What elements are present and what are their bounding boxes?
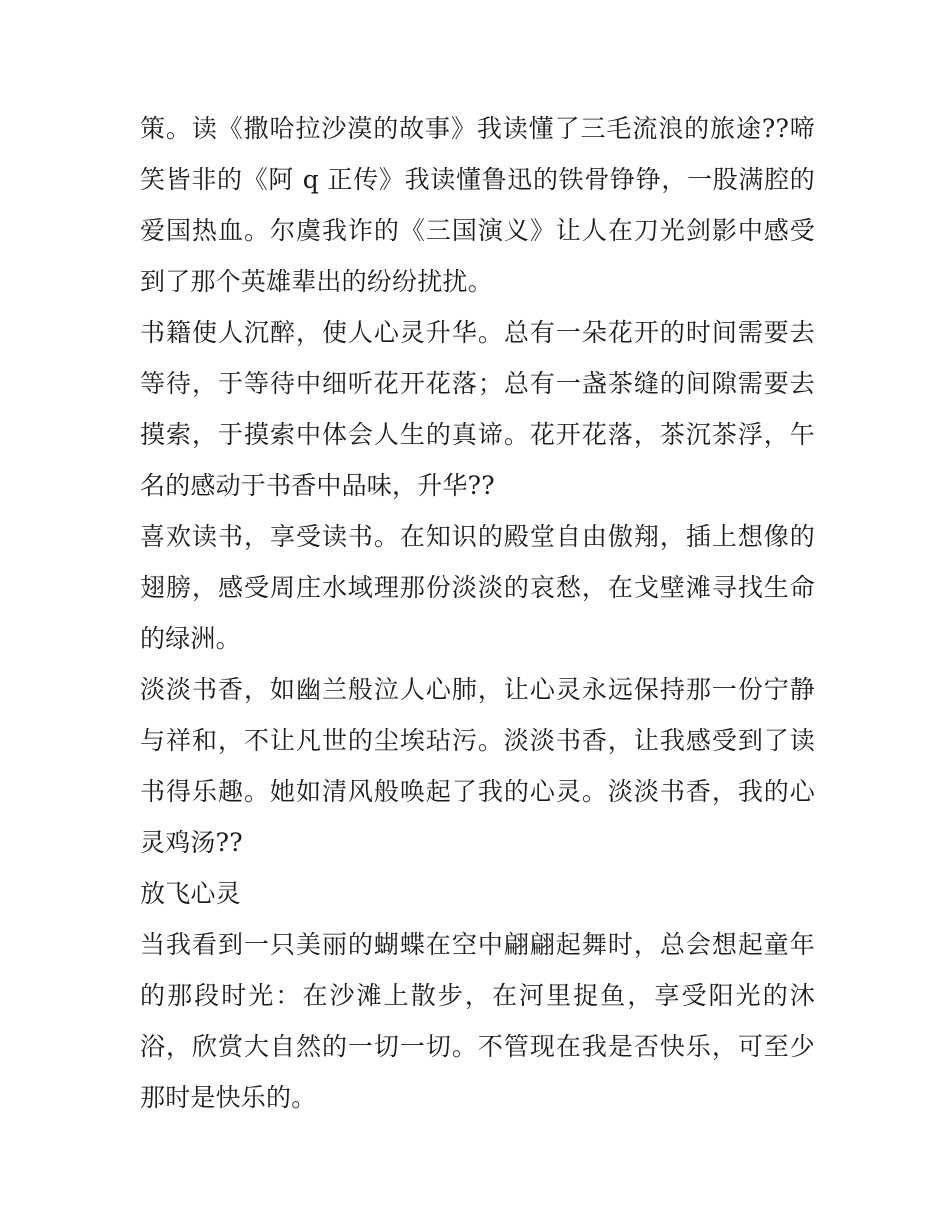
paragraph-books-intoxicate: 书籍使人沉醉，使人心灵升华。总有一朵花开的时间需要去等待，于等待中细听花开花落；总有一盏茶缝的间隙需要去摸索，于摸索中体会人生的真谛。花开花落，茶沉茶浮，午名的感动于书香中品味，升华?? [140, 318, 815, 500]
paragraph-butterfly-childhood: 当我看到一只美丽的蝴蝶在空中翩翩起舞时，总会想起童年的那段时光：在沙滩上散步，在河里捉鱼，享受阳光的沐浴，欣赏大自然的一切一切。不管现在我是否快乐，可至少那时是快乐的。 [140, 930, 815, 1112]
paragraph-faint-book-fragrance: 淡淡书香，如幽兰般泣人心肺，让心灵永远保持那一份宁静与祥和，不让凡世的尘埃玷污。淡淡书香，让我感受到了读书得乐趣。她如清风般唤起了我的心灵。淡淡书香，我的心灵鸡汤?? [140, 675, 815, 857]
section-heading: 放飞心灵 [140, 879, 241, 908]
document-body [140, 103, 815, 1123]
paragraph-enjoy-reading: 喜欢读书，享受读书。在知识的殿堂自由傲翔，插上想像的翅膀，感受周庄水域理那份淡淡的哀愁，在戈壁滩寻找生命的绿洲。 [140, 522, 815, 653]
paragraph-reading-books: 策。读《撒哈拉沙漠的故事》我读懂了三毛流浪的旅途??啼笑皆非的《阿 q 正传》我读懂鲁迅的铁骨铮铮，一股满腔的爱国热血。尔虞我诈的《三国演义》让人在刀光剑影中感受到了那个英雄辈出的纷纷扰扰。 [140, 114, 815, 296]
